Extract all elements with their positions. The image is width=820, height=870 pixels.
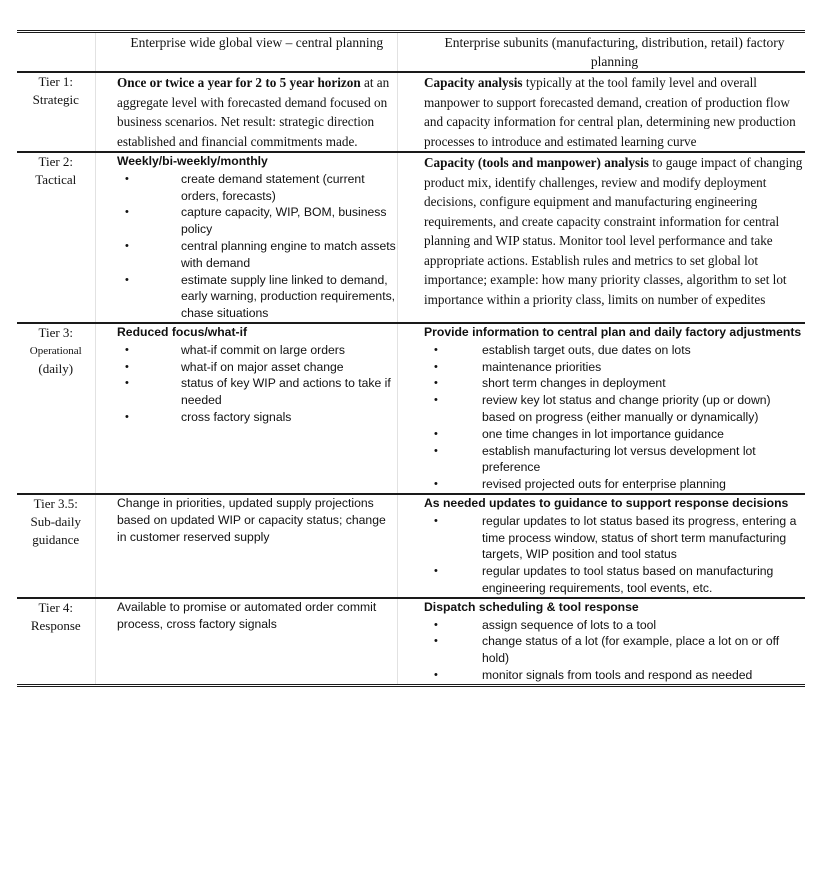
- tier-label-line: Tactical: [35, 172, 77, 187]
- column-gap: [397, 323, 424, 494]
- cell-paragraph: Available to promise or automated order commit process, cross factory signals: [117, 599, 377, 631]
- tier-label-line: (daily): [38, 360, 74, 376]
- bullet-text: one time changes in lot importance guidance: [482, 426, 724, 441]
- bullet-marker-icon: •: [125, 239, 129, 252]
- cell-paragraph: Capacity (tools and manpower) analysis to gauge impact of changing product mix, identify challenges, review and modify deployment decisions, configure equipment and manufacturing engineering requirements, and create capacity constraint information for central planning and WIP status. Monitor tool level performance and take appropriate actions. Establish rules and metrics to set global lot importance; example: how many priority classes, algorithm to set lot importance within a priority class, limits on number of expedites: [424, 155, 803, 307]
- header-gap-1: [95, 32, 117, 73]
- bullet-text: estimate supply line linked to demand, early warning, production requirements, chase situations: [181, 272, 396, 321]
- tier-label-line: Response: [30, 617, 81, 633]
- bullet-marker-icon: •: [125, 360, 129, 373]
- central-planning-cell: [117, 323, 397, 494]
- tier-label-line: Strategic: [32, 92, 79, 107]
- bullet-marker-icon: •: [434, 478, 438, 491]
- bullet-item: [117, 171, 397, 205]
- header-cell-factory-planning: Enterprise subunits (manufacturing, distribution, retail) factory planning: [424, 32, 805, 73]
- cell-heading: As needed updates to guidance to support response decisions: [424, 495, 789, 510]
- bullet-list: [117, 342, 397, 426]
- bullet-marker-icon: •: [434, 618, 438, 631]
- central-planning-cell: [117, 494, 397, 598]
- factory-planning-cell: [424, 598, 805, 685]
- cell-heading: Dispatch scheduling & tool response: [424, 599, 639, 614]
- bullet-marker-icon: •: [434, 394, 438, 407]
- bullet-item: [117, 272, 397, 322]
- tier-label-cell: [17, 598, 95, 685]
- tier-label-line: Tier 2:: [38, 154, 74, 169]
- column-gap: [397, 152, 424, 323]
- table-body: [17, 32, 805, 686]
- column-gap: [95, 152, 117, 323]
- cell-paragraph: Once or twice a year for 2 to 5 year horizon at an aggregate level with forecasted demand focused on business scenarios. Net result: strategic direction established and financial commitments made.: [117, 75, 390, 149]
- central-planning-cell: [117, 72, 397, 152]
- bullet-item: [424, 513, 805, 563]
- bullet-text: monitor signals from tools and respond as needed: [482, 667, 753, 682]
- tier-label-cell: [17, 494, 95, 598]
- bullet-item: [117, 204, 397, 238]
- bullet-item: [424, 392, 805, 426]
- bullet-text: regular updates to lot status based its progress, entering a time process window, status of short term manufacturing targets, WIP position and tool status: [482, 513, 797, 562]
- tier-label-line: Tier 1:: [38, 74, 74, 89]
- bullet-text: status of key WIP and actions to take if needed: [181, 376, 391, 408]
- bullet-marker-icon: •: [434, 360, 438, 373]
- tier-label-cell: [17, 323, 95, 494]
- bullet-text: regular updates to tool status based on manufacturing engineering requirements, tool events, etc.: [482, 564, 774, 595]
- bullet-text: short term changes in deployment: [482, 376, 666, 391]
- bullet-item: [424, 633, 805, 667]
- bullet-marker-icon: •: [125, 377, 129, 390]
- table-row: [17, 598, 805, 685]
- bullet-marker-icon: •: [434, 343, 438, 356]
- tier-label-line: Tier 3.5:: [33, 495, 78, 511]
- bullet-item: [117, 409, 397, 426]
- bullet-item: [424, 476, 805, 493]
- bullet-marker-icon: •: [125, 410, 129, 423]
- column-gap: [95, 598, 117, 685]
- column-gap: [95, 323, 117, 494]
- column-gap: [397, 72, 424, 152]
- bullet-item: [424, 617, 805, 634]
- bullet-item: [424, 443, 805, 477]
- bullet-text: change status of a lot (for example, place a lot on or off hold): [482, 634, 780, 666]
- bullet-text: capture capacity, WIP, BOM, business policy: [181, 205, 387, 237]
- bullet-item: [424, 359, 805, 376]
- header-gap-2: [397, 32, 424, 73]
- tier-responsibilities-table: [17, 30, 805, 687]
- cell-paragraph: Capacity analysis typically at the tool family level and overall manpower to support forecasted demand, creation of production flow and capacity information for central plan, determining new production processes to introduce and estimated learning curve: [424, 75, 796, 149]
- header-cell-tier: [17, 32, 95, 73]
- bullet-marker-icon: •: [125, 206, 129, 219]
- bullet-marker-icon: •: [434, 565, 438, 578]
- bullet-text: what-if on major asset change: [181, 359, 344, 374]
- bullet-marker-icon: •: [434, 514, 438, 527]
- cell-paragraph: Change in priorities, updated supply projections based on updated WIP or capacity status; change in customer reserved supply: [117, 495, 386, 544]
- bullet-item: [117, 375, 397, 409]
- bullet-text: what-if commit on large orders: [181, 342, 345, 357]
- factory-planning-cell: [424, 72, 805, 152]
- tier-label-line: guidance: [32, 531, 80, 547]
- bullet-item: [117, 359, 397, 376]
- bullet-list: [424, 342, 805, 493]
- tier-table-container: [17, 30, 805, 687]
- column-gap: [397, 494, 424, 598]
- bullet-list: [424, 617, 805, 684]
- cell-lead-emphasis: Capacity (tools and manpower) analysis: [424, 155, 649, 170]
- bullet-marker-icon: •: [434, 427, 438, 440]
- bullet-text: cross factory signals: [181, 409, 292, 424]
- bullet-text: establish manufacturing lot versus development lot preference: [482, 443, 756, 475]
- bullet-item: [117, 238, 397, 272]
- factory-planning-cell: [424, 323, 805, 494]
- column-gap: [397, 598, 424, 685]
- bullet-text: establish target outs, due dates on lots: [482, 342, 691, 357]
- column-gap: [95, 72, 117, 152]
- tier-label-cell: [17, 152, 95, 323]
- table-header-row: [17, 32, 805, 73]
- cell-heading: Reduced focus/what-if: [117, 324, 248, 339]
- column-gap: [95, 494, 117, 598]
- cell-heading: Weekly/bi-weekly/monthly: [117, 154, 268, 168]
- bullet-item: [424, 375, 805, 392]
- bullet-list: [424, 513, 805, 597]
- bullet-marker-icon: •: [434, 444, 438, 457]
- bullet-list: [117, 171, 397, 322]
- bullet-text: create demand statement (current orders, forecasts): [181, 171, 365, 203]
- bullet-text: assign sequence of lots to a tool: [482, 617, 657, 632]
- bullet-item: [424, 667, 805, 684]
- bullet-text: review key lot status and change priority (up or down) based on progress (either manually or dynamically): [482, 393, 771, 424]
- table-row: [17, 72, 805, 152]
- bullet-item: [424, 426, 805, 443]
- bullet-marker-icon: •: [125, 343, 129, 356]
- factory-planning-cell: [424, 152, 805, 323]
- factory-planning-cell: [424, 494, 805, 598]
- cell-lead-emphasis: Once or twice a year for 2 to 5 year horizon: [117, 75, 361, 90]
- table-row: [17, 494, 805, 598]
- cell-lead-emphasis: Capacity analysis: [424, 75, 523, 90]
- bullet-marker-icon: •: [434, 635, 438, 648]
- header-cell-central-planning: Enterprise wide global view – central planning: [117, 32, 397, 73]
- bullet-item: [424, 342, 805, 359]
- bullet-text: revised projected outs for enterprise planning: [482, 477, 726, 492]
- tier-label-line: Tier 3:: [38, 324, 74, 340]
- tier-label-cell: [17, 72, 95, 152]
- table-row: [17, 152, 805, 323]
- central-planning-cell: [117, 598, 397, 685]
- bullet-marker-icon: •: [125, 172, 129, 185]
- cell-heading: Provide information to central plan and daily factory adjustments: [424, 324, 802, 339]
- bullet-text: maintenance priorities: [482, 359, 602, 374]
- tier-label-line: Sub-daily: [30, 513, 82, 529]
- table-row: [17, 323, 805, 494]
- bullet-item: [424, 563, 805, 597]
- central-planning-cell: [117, 152, 397, 323]
- bullet-marker-icon: •: [125, 273, 129, 286]
- bullet-marker-icon: •: [434, 377, 438, 390]
- bullet-item: [117, 342, 397, 359]
- tier-label-line: Operational: [29, 344, 82, 357]
- tier-label-line: Tier 4:: [38, 599, 74, 615]
- bullet-text: central planning engine to match assets with demand: [181, 238, 396, 270]
- bullet-marker-icon: •: [434, 668, 438, 681]
